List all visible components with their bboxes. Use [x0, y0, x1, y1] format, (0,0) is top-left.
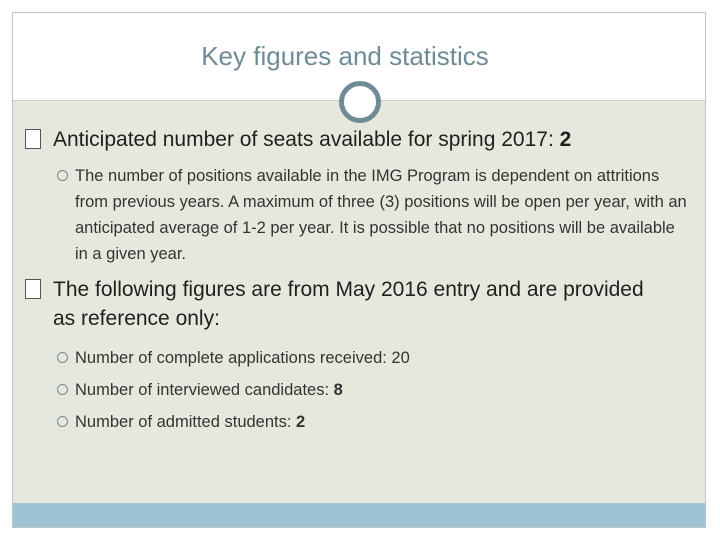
- list-item-value: 8: [333, 381, 343, 399]
- bullet-seats-value: 2: [559, 128, 572, 151]
- sub-bullet-positions: [57, 163, 689, 267]
- list-item: [57, 409, 689, 435]
- circle-outline-icon: [57, 416, 68, 427]
- ring-ornament-icon: [339, 81, 381, 123]
- list-item-label: Number of admitted students:: [75, 413, 297, 431]
- bullet-figures-text: The following figures are from May 2016 entry and are provided as reference only:: [53, 278, 644, 330]
- list-item: [57, 345, 689, 371]
- circle-outline-icon: [57, 352, 68, 363]
- bullet-seats-text: Anticipated number of seats available for spring 2017:: [53, 128, 560, 151]
- bullet-seats: [25, 125, 665, 154]
- slide-title: Key figures and statistics: [201, 41, 489, 71]
- square-box-icon: [25, 279, 41, 299]
- slide: [12, 12, 706, 528]
- list-item-value: 20: [391, 349, 410, 367]
- circle-outline-icon: [57, 170, 68, 181]
- bullet-figures: [25, 275, 665, 333]
- list-item-value: 2: [296, 413, 306, 431]
- circle-outline-icon: [57, 384, 68, 395]
- footer-bar: [13, 503, 705, 527]
- list-item: [57, 377, 689, 403]
- list-item-label: Number of complete applications received:: [75, 349, 392, 367]
- square-box-icon: [25, 129, 41, 149]
- sub-bullet-positions-text: The number of positions available in the IMG Program is dependent on attritions from previous years. A maximum of three (3) positions will be open per year, with an anticipated average of 1-2 per year. It is possible that no positions will be available in a given year.: [75, 167, 687, 263]
- list-item-label: Number of interviewed candidates:: [75, 381, 334, 399]
